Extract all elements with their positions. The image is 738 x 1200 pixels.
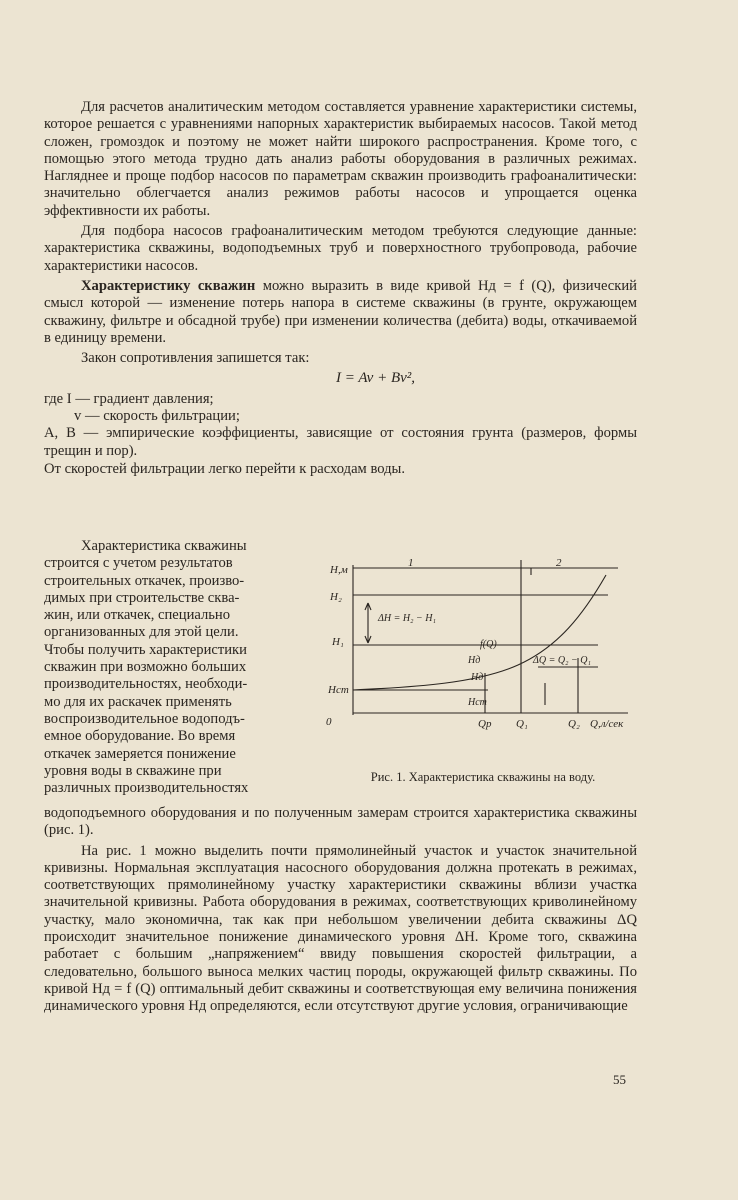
wrapped-text	[44, 538, 319, 797]
wrap-line: Чтобы получить характеристики	[44, 641, 247, 658]
label-h1: H₁	[332, 636, 344, 648]
label-h2: H₂	[330, 591, 342, 603]
label-curve: f(Q)	[480, 639, 497, 650]
label-1: 1	[408, 557, 414, 569]
definition-item: где I — градиент давления;	[44, 390, 214, 407]
text-block-top	[44, 99, 637, 478]
wrap-line: жин, или откачек, специально	[44, 607, 231, 624]
wrap-line: димых при строительстве сква-	[44, 589, 240, 606]
definition-item: v — скорость фильтрации;	[74, 408, 240, 425]
term-characteristic: Характеристику скважин	[81, 277, 256, 294]
label-2: 2	[556, 557, 562, 569]
law-intro: Закон сопротивления запишется так:	[81, 350, 310, 367]
label-q1: Q₁	[516, 718, 528, 730]
wrap-line: производительностях, необходи-	[44, 676, 248, 693]
paragraph-graphoanalytic: Для подбора насосов графоаналитическим методом требуются следующие данные: характеристика скважины, водоподъемных труб и поверхностного трубопровода, рабочие характеристики насосов.	[44, 223, 637, 274]
label-delta-q: ΔQ = Q₂ − Q₁	[533, 655, 591, 666]
text-block-bottom	[44, 805, 637, 1016]
paragraph-analytic: Для расчетов аналитическим методом составляется уравнение характеристики системы, которое решается с уравнениями напорных характеристик выбираемых насосов. Такой метод сложен, громоздок и поэтому не может найти широкого распространения. Кроме того, с помощью этого метода трудно дать анализ работы оборудования в различных режимах. Нагляднее и проще подбор насосов по параметрам скважин производить графоаналитически: значительно облегчается анализ режимов работы насосов и упрощается оценка эффективности их работы.	[44, 99, 637, 219]
wrap-line: скважин при возможно больших	[44, 659, 247, 676]
definition-item: A, B — эмпирические коэффициенты, зависящие от состояния грунта (размеров, формы трещин и пор).	[44, 425, 637, 459]
wrap-line: различных производительностях	[44, 780, 249, 797]
flow-line: От скоростей фильтрации легко перейти к расходам воды.	[44, 460, 405, 477]
page-number: 55	[613, 1072, 626, 1087]
y-axis-label: H,м	[330, 564, 348, 576]
label-delta-h: ΔH = H₂ − H₁	[378, 613, 436, 624]
wrap-line: уровня воды в скважине при	[44, 762, 222, 779]
wrap-line: мо для их раскачек применять	[44, 693, 232, 710]
label-hd: Hд	[468, 655, 481, 666]
figure-svg	[328, 555, 638, 735]
x-axis-label: Q,л/сек	[590, 718, 624, 730]
label-hst: Hст	[328, 684, 349, 696]
label-q2: Q₂	[568, 718, 580, 730]
wrap-line: Характеристика скважины	[81, 538, 247, 554]
paragraph-analysis: На рис. 1 можно выделить почти прямолинейный участок и участок значительной кривизны. Нормальная эксплуатация насосного оборудования должна протекать в режимах, соответствующих прямолинейному участку характеристики скважины вблизи участка значительной кривизны. Работа оборудования в режимах, соответствующих криволинейному участку, мало экономична, так как при небольшом увеличении дебита скважины ΔQ происходит значительное понижение динамического уровня ΔH. Кроме того, скважина работает с большим „напряжением“ ввиду повышения скоростей фильтрации, а следовательно, большого выноса мелких частиц породы, окружающей фильтр скважины. По кривой Hд = f (Q) оптимальный дебит скважины и соответствующая ему величина понижения динамического уровня Hд определяются, если отсутствуют другие условия, ограничивающие	[44, 842, 637, 1015]
label-hd-second: Hд	[471, 672, 484, 683]
figure-well-characteristic	[328, 555, 638, 735]
wrap-line: емное оборудование. Во время	[44, 728, 236, 745]
label-qp: Qр	[478, 718, 492, 730]
label-hst-inner: Hст	[468, 697, 487, 708]
origin-label: 0	[326, 716, 332, 728]
definitions-list	[44, 391, 637, 460]
wrap-line: откачек замеряется понижение	[44, 745, 236, 762]
wrap-line: строительных откачек, произво-	[44, 572, 245, 589]
wrap-line: строится с учетом результатов	[44, 555, 233, 572]
paragraph-characteristic: Характеристику скважин можно выразить в виде кривой Hд = f (Q), физический смысл которой — изменение потерь напора в системе скважины (в грунте, окружающем скважину, фильтре и обсадной трубе) при изменении количества (дебита) воды, откачиваемой в единицу времени.	[44, 277, 637, 346]
formula: I = Av + Bv²,	[335, 370, 416, 387]
figure-caption: Рис. 1. Характеристика скважины на воду.	[370, 770, 596, 784]
wrap-line: организованных для этой цели.	[44, 624, 239, 641]
wrap-line: воспроизводительное водоподъ-	[44, 710, 245, 727]
paragraph-wrap-tail: водоподъемного оборудования и по полученным замерам строится характеристика скважины (рис. 1).	[44, 805, 637, 839]
